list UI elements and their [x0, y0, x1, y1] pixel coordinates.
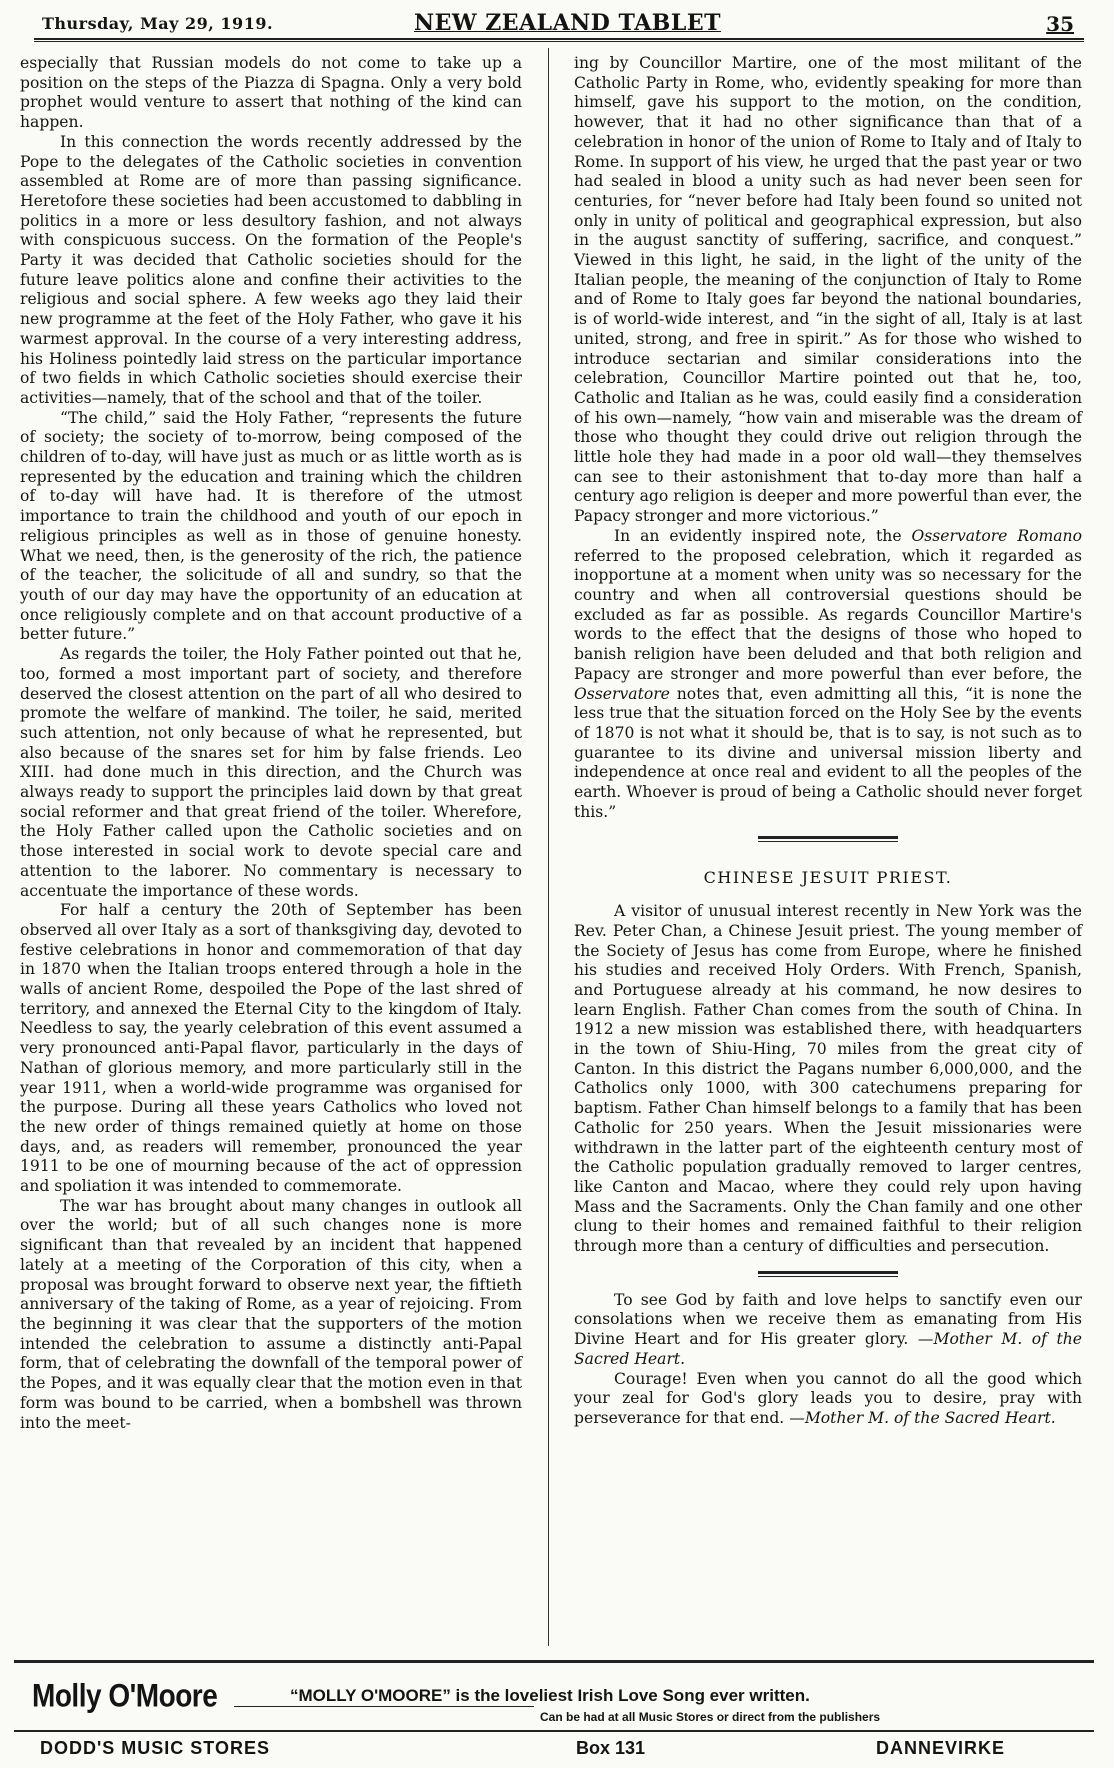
advert-underline — [234, 1706, 534, 1707]
paragraph: The war has brought about many changes in outlook all over the world; but of all such changes none is more significant than that revealed by an incident that happened lately at a meeting of the Corporation of this city, when a proposal was brought forward to observe next year, the fiftieth anniversary of the taking of Rome, as a year of rejoicing. From the beginning it was clear that the supporters of the motion intended the celebration to assume a distinctly anti-Papal form, that of celebrating the downfall of the temporal power of the Popes, and it was equally clear that the motion even in that form was bound to be carried, when a bombshell was thrown into the meet- — [20, 1196, 522, 1432]
masthead-rule — [34, 38, 1084, 42]
paragraph — [574, 527, 1082, 823]
issue-date: Thursday, May 29, 1919. — [42, 14, 274, 33]
advert-tagline: “MOLLY O'MOORE” is the loveliest Irish Love Song ever written. — [290, 1686, 810, 1705]
paragraph: especially that Russian models do not come to take up a position on the steps of the Piazza di Spagna. Only a very bold prophet would venture to assert that nothing of the kind can happen. — [20, 54, 522, 132]
paragraph: “The child,” said the Holy Father, “represents the future of society; the society of to-morrow, being composed of the children of to-day, will have just as much or as little worth as is represented by the education and training which the children of to-day will have had. It is therefore of the utmost importance to train the childhood and youth of our epoch in religious principles as well as in those of genuine honesty. What we need, then, is the generosity of the rich, the patience of the teacher, the solicitude of all and sundry, so that the youth of our day may have the opportunity of an education at once religiously complete and on that account productive of a better future.” — [20, 408, 522, 644]
newspaper-title: NEW ZEALAND TABLET — [414, 10, 721, 36]
right-column — [574, 54, 1082, 1429]
advert-brand: Molly O'Moore — [32, 1677, 218, 1714]
quote-paragraph — [574, 1291, 1082, 1370]
text-run: notes that, even admitting all this, “it is none the less true that the situation forced on the Holy See by the events of 1870 is not what it should be, that is to say, is not such as to guarantee to its divine and universal mission liberty and independence at once real and evident to all the peoples of the earth. Whoever is proud of being a Catholic should never forget this.” — [574, 684, 1082, 821]
column-divider — [548, 48, 549, 1646]
text-run: referred to the proposed celebration, which it regarded as inopportune at a moment when unity was so necessary for the country and when all controversial questions should be excluded as far as possible. As regards Councillor Martire's words to the effect that the designs of those who hoped to banish religion have been deluded and that both religion and Papacy are stronger and more powerful than ever before, the — [574, 546, 1082, 683]
paragraph: In this connection the words recently addressed by the Pope to the delegates of the Catholic societies in convention assembled at Rome are of more than passing significance. Heretofore these societies had been accustomed to dabbling in politics in a more or less desultory fashion, and not always with conspicuous success. On the formation of the People's Party it was decided that Catholic societies should for the future leave politics alone and confine their activities to the religious and social sphere. A few weeks ago they laid their new programme at the feet of the Holy Father, who gave it his warmest approval. In the course of a very interesting address, his Holiness pointedly laid stress on the particular importance of two fields in which Catholic societies should exercise their activities—namely, that of the school and that of the toiler. — [20, 132, 522, 407]
quote-attribution: —Mother M. of the Sacred Heart. — [789, 1409, 1056, 1427]
page-number: 35 — [1046, 12, 1074, 36]
quote-text: To see God by faith and love helps to sanctify even our consolations when we receive them as emanating from His Divine Heart and for His greater glory. — [574, 1290, 1082, 1349]
text-run: In an evidently inspired note, the — [614, 526, 912, 545]
advert-box-number: Box 131 — [576, 1738, 646, 1758]
advert-top-rule — [14, 1660, 1094, 1664]
paragraph: For half a century the 20th of September has been observed all over Italy as a sort of thanksgiving day, devoted to festive celebrations in honor and commemoration of that day in 1870 when the Italian troops entered through a hole in the walls of ancient Rome, despoiled the Pope of the last shred of territory, and annexed the Eternal City to the kingdom of Italy. Needless to say, the yearly celebration of this event assumed a very pronounced anti-Papal flavor, particularly in the days of Nathan of glorious memory, and more particularly still in the year 1911, when a world-wide programme was organised for the purpose. During all these years Catholics who loved not the new order of things remained quietly at home on those days, and, as readers will remember, pronounced the year 1911 to be one of mourning because of the act of oppression and spoliation it was intended to commemorate. — [20, 901, 522, 1196]
paragraph: A visitor of unusual interest recently in New York was the Rev. Peter Chan, a Chinese Jesuit priest. The young member of the Society of Jesus has come from Europe, where he finished his studies and received Holy Orders. With French, Spanish, and Portuguese already at his command, he now desires to learn English. Father Chan comes from the south of China. In 1912 a new mission was established there, with headquarters in the town of Shiu-Hing, 70 miles from the great city of Canton. In this district the Pagans number 6,000,000, and the Catholics only 1000, with 300 catechumens preparing for baptism. Father Chan himself belongs to a family that has been Catholic for 250 years. When the Jesuit missionaries were withdrawn in the latter part of the eighteenth century most of the Catholic population gradually removed to larger centres, like Canton and Macao, where they could rely upon having Mass and the Sacraments. Only the Chan family and one other clung to their homes and remained faithful to their religion through more than a century of difficulties and persecution. — [574, 902, 1082, 1256]
newspaper-name: Osservatore — [574, 684, 670, 703]
advert-rule — [14, 1730, 1094, 1732]
section-divider — [758, 836, 898, 842]
left-column — [20, 54, 522, 1654]
newspaper-name: Osservatore Romano — [911, 526, 1082, 545]
article-heading: CHINESE JESUIT PRIEST. — [703, 868, 953, 888]
advert-subline: Can be had at all Music Stores or direct from the publishers — [540, 1710, 881, 1724]
quote-attribution: —Mother M. of the Sacred Heart. — [574, 1330, 1082, 1368]
advert-city: DANNEVIRKE — [876, 1738, 1006, 1758]
masthead — [34, 8, 1084, 42]
advert-stores: DODD'S MUSIC STORES — [40, 1738, 270, 1758]
paragraph: ing by Councillor Martire, one of the most militant of the Catholic Party in Rome, who, evidently speaking for more than himself, gave his support to the motion, on the condition, however, that it had no other significance than that of a celebration in honor of the union of Rome to Italy and of Italy to Rome. In support of his view, he urged that the past year or two had sealed in blood a unity such as had never been seen for centuries, for “never before had Italy been found so united not only in unity of political and geographical expression, but also in the august sanctity of suffering, sacrifice, and conquest.” Viewed in this light, he said, in the light of the unity of the Italian people, the meaning of the conjunction of Italy to Rome and of Rome to Italy goes far beyond the national boundaries, is of world-wide interest, and “in the sight of all, Italy is at last united, strong, and free in spirit.” As for those who wished to introduce sectarian and similar considerations into the celebration, Councillor Martire pointed out that he, too, Catholic and Italian as he was, could easily find a consideration of his own—namely, “how vain and miserable was the dream of those who thought they could drive out religion through the little hole they had made in a poor old wall—they themselves can see to their astonishment that to-day more than half a century ago religion is deeper and more powerful than ever, the Papacy stronger and more victorious.” — [574, 54, 1082, 526]
quote-paragraph — [574, 1370, 1082, 1429]
section-divider — [758, 1271, 898, 1277]
paragraph: As regards the toiler, the Holy Father pointed out that he, too, formed a most important part of society, and therefore deserved the closest attention on the part of all who desired to promote the welfare of mankind. The toiler, he said, merited such attention, not only because of what he represented, but also because of the snares set for him by false friends. Leo XIII. had done much in this direction, and the Church was always ready to support the principles laid down by that great social reformer and that great friend of the toiler. Wherefore, the Holy Father called upon the Catholic societies and on those interested in social work to devote special care and attention to the laborer. No commentary is necessary to accentuate the importance of these words. — [20, 645, 522, 900]
quote-text: Courage! Even when you cannot do all the good which your zeal for God's glory leads you to desire, pray with perseverance for that end. — [574, 1369, 1082, 1427]
